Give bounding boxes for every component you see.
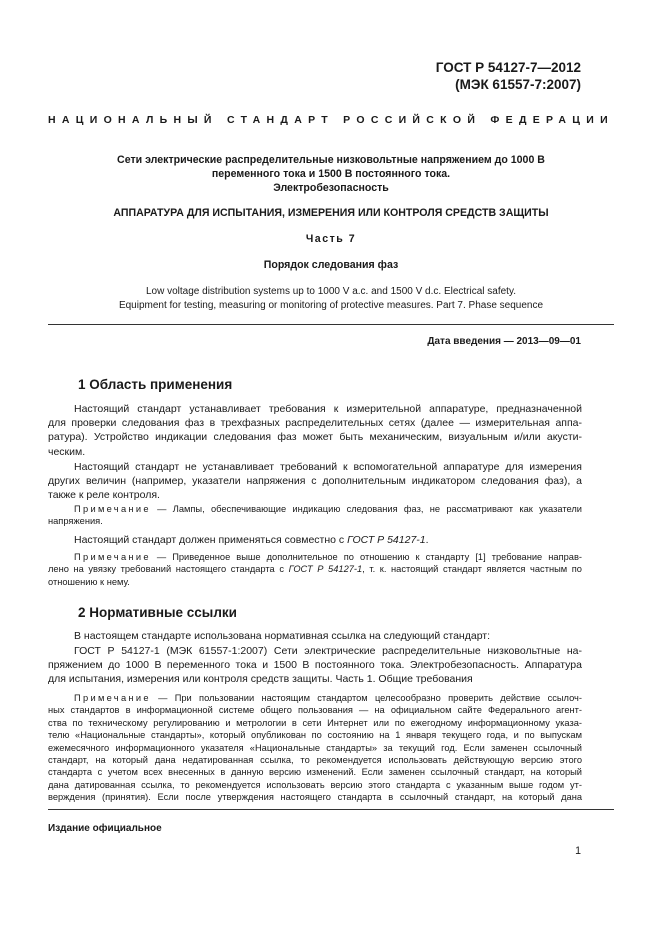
title-line-1: Сети электрические распределительные низковольтные напряжением до 1000 В bbox=[117, 154, 545, 166]
text-span: . bbox=[425, 534, 429, 546]
text-line: для испытания, измерения или контроля средств защиты. Часть 1. Общие требования bbox=[48, 673, 473, 686]
text-line: стандарт, на который дана недатированная ссылка, то рекомендуется использовать действующую версию этого bbox=[48, 755, 582, 766]
footer-divider bbox=[48, 809, 614, 810]
title-divider bbox=[48, 324, 614, 325]
standard-code bbox=[436, 59, 581, 93]
standard-reference: ГОСТ Р 54127-1 bbox=[347, 534, 426, 546]
english-title-line-1: Low voltage distribution systems up to 1000 V a.c. and 1500 V d.c. Electrical safety. bbox=[145, 286, 516, 297]
title-line-2: переменного тока и 1500 В постоянного тока. bbox=[211, 168, 451, 180]
text-line: дана датированная ссылка, то рекомендуется использовать версию этого стандарта с указанным выше годом ут- bbox=[48, 779, 582, 790]
text-line bbox=[48, 503, 582, 515]
note-text: — Лампы, обеспечивающие индикацию следования фаз, не рассматривают как указатели bbox=[150, 504, 582, 514]
text-line: пряжением до 1000 В переменного тока и 1500 В постоянного тока. Электробезопасность. Аппаратура bbox=[48, 659, 582, 672]
text-line: Настоящий стандарт не устанавливает требований к вспомогательной аппаратуре для измерения bbox=[74, 461, 582, 473]
note-text: — При пользовании настоящим стандартом целесообразно проверить действие ссылоч- bbox=[150, 693, 582, 703]
title-subtitle: АППАРАТУРА ДЛЯ ИСПЫТАНИЯ, ИЗМЕРЕНИЯ ИЛИ КОНТРОЛЯ СРЕДСТВ ЗАЩИТЫ bbox=[113, 207, 549, 219]
section-1-note-2 bbox=[48, 551, 582, 588]
text-line bbox=[48, 551, 582, 563]
section-1-heading: 1 Область применения bbox=[78, 377, 233, 392]
note-label: Примечание bbox=[74, 552, 151, 562]
standard-reference: ГОСТ Р 54127-1 bbox=[288, 564, 363, 575]
section-1-note-1 bbox=[48, 503, 582, 528]
title-block bbox=[48, 153, 614, 195]
text-line: ных стандартов в информационной системе общего пользования — на официальном сайте Федерального агент- bbox=[48, 705, 582, 716]
text-line: для проверки следования фаз в трехфазных распределительных сетях (далее — измерительная аппа- bbox=[48, 417, 582, 430]
text-line: ческим. bbox=[48, 445, 86, 458]
text-line: стандарта с учетом всех внесенных в данную версию изменений. Если заменен ссылочный стандарт, на который bbox=[48, 767, 582, 778]
page-number: 1 bbox=[575, 845, 581, 857]
section-1-paragraph-2 bbox=[48, 460, 582, 503]
text-span: лено на увязку требований настоящего стандарта с bbox=[48, 564, 289, 575]
text-line: также к реле контроля. bbox=[48, 489, 160, 502]
text-line: телю «Национальные стандарты», который опубликован по состоянию на 1 января текущего года, и по выпускам bbox=[48, 730, 582, 741]
official-edition-label: Издание официальное bbox=[48, 823, 162, 834]
text-line: ства по техническому регулированию и метрологии в сети Интернет или по ежегодному информационному указа- bbox=[48, 717, 582, 728]
note-label: Примечание bbox=[74, 693, 151, 703]
introduction-date: Дата введения — 2013—09—01 bbox=[427, 336, 581, 347]
text-line: ратура). Устройство индикации следования фаз может быть механическим, визуальным и/или акусти- bbox=[48, 431, 582, 444]
part-title: Порядок следования фаз bbox=[263, 259, 399, 271]
part-number: Часть 7 bbox=[305, 233, 357, 245]
text-line: ежемесячного информационного указателя «Национальные стандарты» за текущий год. Если заменен ссылочный bbox=[48, 742, 582, 753]
section-2-note bbox=[48, 692, 582, 804]
english-title bbox=[48, 285, 614, 312]
section-2-paragraph-1: В настоящем стандарте использована нормативная ссылка на следующий стандарт: bbox=[74, 630, 491, 642]
text-line bbox=[48, 692, 582, 704]
text-span: Настоящий стандарт должен применяться совместно с bbox=[74, 534, 348, 546]
text-line: верждения (принятия). Если после утверждения настоящего стандарта в ссылочный стандарт, на который дана bbox=[48, 792, 582, 803]
text-line: напряжения. bbox=[48, 516, 103, 527]
note-label: Примечание bbox=[74, 504, 151, 514]
section-1-paragraph-1 bbox=[48, 402, 582, 459]
section-1-paragraph-3 bbox=[48, 533, 582, 547]
text-line: Настоящий стандарт устанавливает требования к измерительной аппаратуре, предназначенной bbox=[74, 403, 582, 415]
section-2-reference bbox=[48, 644, 582, 687]
standard-code-gost: ГОСТ Р 54127-7—2012 bbox=[435, 60, 581, 75]
note-text: — Приведенное выше дополнительное по отношению к стандарту [1] требование направ- bbox=[150, 552, 582, 562]
standard-code-iec: (МЭК 61557-7:2007) bbox=[455, 77, 581, 92]
text-line: ГОСТ Р 54127-1 (МЭК 61557-1:2007) Сети электрические распределительные низковольтные на- bbox=[74, 645, 582, 657]
national-standard-banner: НАЦИОНАЛЬНЫЙ СТАНДАРТ РОССИЙСКОЙ ФЕДЕРАЦИИ bbox=[48, 114, 614, 126]
section-2-heading: 2 Нормативные ссылки bbox=[78, 605, 237, 620]
text-line: отношению к нему. bbox=[48, 576, 130, 587]
text-span: , т. к. настоящий стандарт является частным по bbox=[362, 564, 582, 575]
text-line: других величин (например, указатели напряжения с дополнительным индикатором следования фаз), а bbox=[48, 475, 582, 488]
text-line bbox=[48, 563, 582, 575]
english-title-line-2: Equipment for testing, measuring or monitoring of protective measures. Part 7. Phase sequence bbox=[118, 299, 544, 311]
title-line-3: Электробезопасность bbox=[273, 182, 389, 194]
